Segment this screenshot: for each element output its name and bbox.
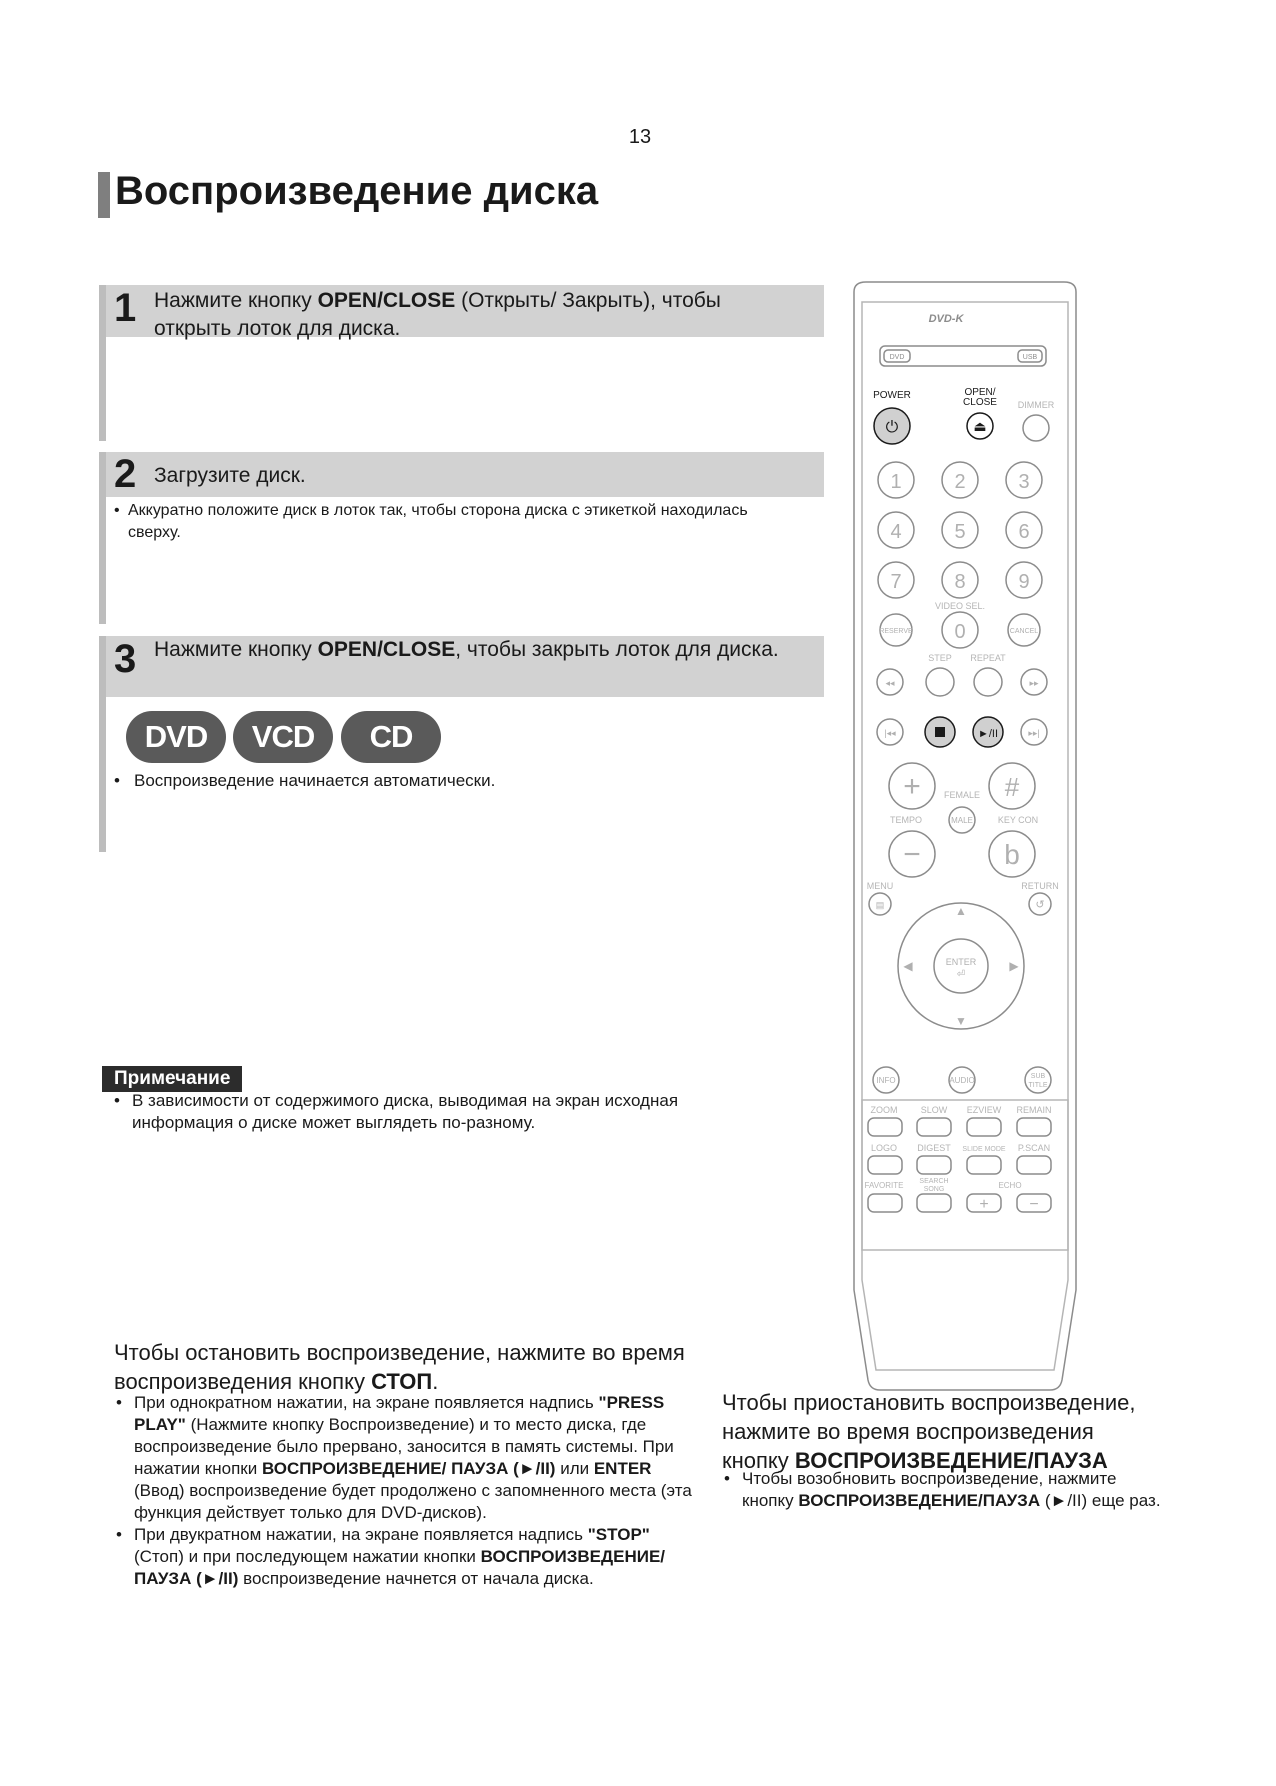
stop-bullet-2: • При двукратном нажатии, на экране появляется надпись "STOP" (Стоп) и при последующем нажатии кнопки ВОСПРОИЗВЕДЕНИЕ/ ПАУЗА (►/II) воспроизведение начнется от начала диска. [114,1524,704,1590]
digest-button [917,1156,951,1174]
disc-badge-dvd: DVD [126,711,226,763]
digit-6: 6 [1018,521,1030,543]
video-sel-label: VIDEO SEL. [934,601,986,611]
return-icon: ↺ [1035,899,1045,911]
pscan-label: P.SCAN [1017,1143,1051,1153]
step-1-number: 1 [114,286,137,330]
digest-label: DIGEST [917,1143,951,1153]
plus-icon: + [903,770,921,803]
slide-mode-button [967,1156,1001,1174]
menu-icon: ▤ [875,900,885,910]
remain-button [1017,1118,1051,1136]
search-label-1: SEARCH [919,1178,949,1185]
male-label: MALE [951,816,973,825]
pause-heading: Чтобы приостановить воспроизведение, нажмите во время воспроизведения кнопку ВОСПРОИЗВЕДЕНИЕ/ПАУЗА [722,1390,1136,1473]
rewind-icon: ◂◂ [885,678,895,688]
repeat-button [974,668,1002,696]
key-con-label: KEY CON [997,815,1039,825]
tempo-label: TEMPO [889,815,923,825]
digit-7: 7 [890,571,902,593]
zoom-button [868,1118,902,1136]
nav-left-icon: ◀ [903,959,913,973]
sharp-icon: # [1004,772,1020,802]
digit-8: 8 [954,571,966,593]
female-label: FEMALE [943,790,981,800]
subtitle-button [1025,1067,1051,1093]
audio-label: AUDIO [949,1076,975,1085]
logo-label: LOGO [870,1143,898,1153]
title-accent-bar [98,172,110,218]
digit-4: 4 [890,521,902,543]
next-icon: ▸▸| [1028,728,1040,738]
remote-control-illustration [840,280,1090,1400]
step-3-number: 3 [114,637,137,681]
note-text: • В зависимости от содержимого диска, выводимая на экран исходная информация о диске может выглядеть по-разному. [114,1091,679,1132]
source-button-bar [880,346,1046,366]
enter-icon: ⏎ [956,969,966,980]
sub-label-2: TITLE [1028,1082,1048,1089]
echo-label: ECHO [998,1181,1022,1190]
slide-mode-label: SLIDE MODE [962,1146,1006,1153]
open-label-2: CLOSE [963,397,997,408]
dimmer-button [1023,415,1049,441]
power-label: POWER [873,390,911,401]
step-3-bullet: • Воспроизведение начинается автоматически. [114,771,496,790]
stop-bullets [114,1392,704,1590]
dvd-source-label: DVD [889,354,905,361]
menu-label: MENU [866,881,894,891]
stop-icon [935,727,945,737]
nav-up-icon: ▲ [955,904,967,918]
ezview-button [967,1118,1001,1136]
reserve-label: RESERVE [879,628,913,635]
step-2-number: 2 [114,452,137,496]
step-3-sidebar [99,636,106,852]
digit-2: 2 [954,471,966,493]
sub-label-1: SUB [1030,1073,1046,1080]
digit-9: 9 [1018,571,1030,593]
slow-button [917,1118,951,1136]
power-icon: ⏻ [885,419,899,436]
digit-5: 5 [954,521,966,543]
pause-bullets [722,1468,1162,1512]
step-2-bullet: • Аккуратно положите диск в лоток так, чтобы сторона диска с этикеткой находилась сверху. [114,502,748,541]
flat-icon: b [1004,839,1020,870]
remote-logo: DVD-K [928,313,964,325]
page-title: Воспроизведение диска [115,169,599,213]
disc-badge-vcd: VCD [233,711,333,763]
nav-down-icon: ▼ [955,1014,967,1028]
return-label: RETURN [1021,881,1059,891]
digit-0: 0 [954,621,966,643]
minus-icon: − [903,838,921,871]
step-2-sidebar [99,452,106,624]
step-1-text: Нажмите кнопку OPEN/CLOSE (Открыть/ Закрыть), чтобы открыть лоток для диска. [154,289,721,340]
stop-heading: Чтобы остановить воспроизведение, нажмите во время воспроизведения кнопку СТОП. [114,1340,685,1394]
play-pause-icon: ►/II [977,728,999,740]
ezview-label: EZVIEW [966,1105,1002,1115]
favorite-label: FAVORITE [864,1181,904,1190]
zoom-label: ZOOM [870,1105,898,1115]
info-label: INFO [876,1076,896,1085]
echo-plus-icon: + [979,1196,989,1213]
search-song-button [917,1194,951,1212]
open-label-1: OPEN/ [964,387,996,398]
repeat-label: REPEAT [970,653,1006,663]
pscan-button [1017,1156,1051,1174]
disc-badge-cd: CD [341,711,441,763]
note-label: Примечание [102,1066,242,1092]
echo-minus-icon: − [1029,1196,1039,1213]
dimmer-label: DIMMER [1017,400,1055,410]
step-1-sidebar [99,285,106,441]
step-3-text: Нажмите кнопку OPEN/CLOSE, чтобы закрыть лоток для диска. [154,638,779,661]
forward-icon: ▸▸ [1029,678,1039,688]
step-button [926,668,954,696]
usb-source-label: USB [1022,354,1038,361]
slow-label: SLOW [920,1105,948,1115]
stop-bullet-1: • При однократном нажатии, на экране появляется надпись "PRESS PLAY" (Нажмите кнопку Воспроизведение) и то место диска, где воспроизведение было прервано, заносится в память системы. При нажатии кнопки ВОСПРОИЗВЕДЕНИЕ/ ПАУЗА (►/II) или ENTER (Ввод) воспроизведение будет продолжено с запомненного места (эта функция действует только для DVD-дисков). [114,1392,704,1524]
digit-3: 3 [1018,471,1030,493]
search-label-2: SONG [923,1186,945,1193]
step-label: STEP [928,653,952,663]
remain-label: REMAIN [1016,1105,1052,1115]
step-2-text: Загрузите диск. [154,464,306,487]
page-number: 13 [628,126,652,148]
eject-icon: ⏏ [973,418,987,434]
logo-button [868,1156,902,1174]
function-panel [862,1100,1068,1250]
remote-body [854,282,1076,1390]
pause-bullet-1: • Чтобы возобновить воспроизведение, нажмите кнопку ВОСПРОИЗВЕДЕНИЕ/ПАУЗА (►/II) еще раз. [722,1468,1162,1512]
prev-icon: |◂◂ [884,728,896,738]
nav-right-icon: ▶ [1009,959,1019,973]
favorite-button [868,1194,902,1212]
enter-label: ENTER [945,957,977,967]
cancel-label: CANCEL [1009,628,1039,635]
digit-1: 1 [890,471,902,493]
